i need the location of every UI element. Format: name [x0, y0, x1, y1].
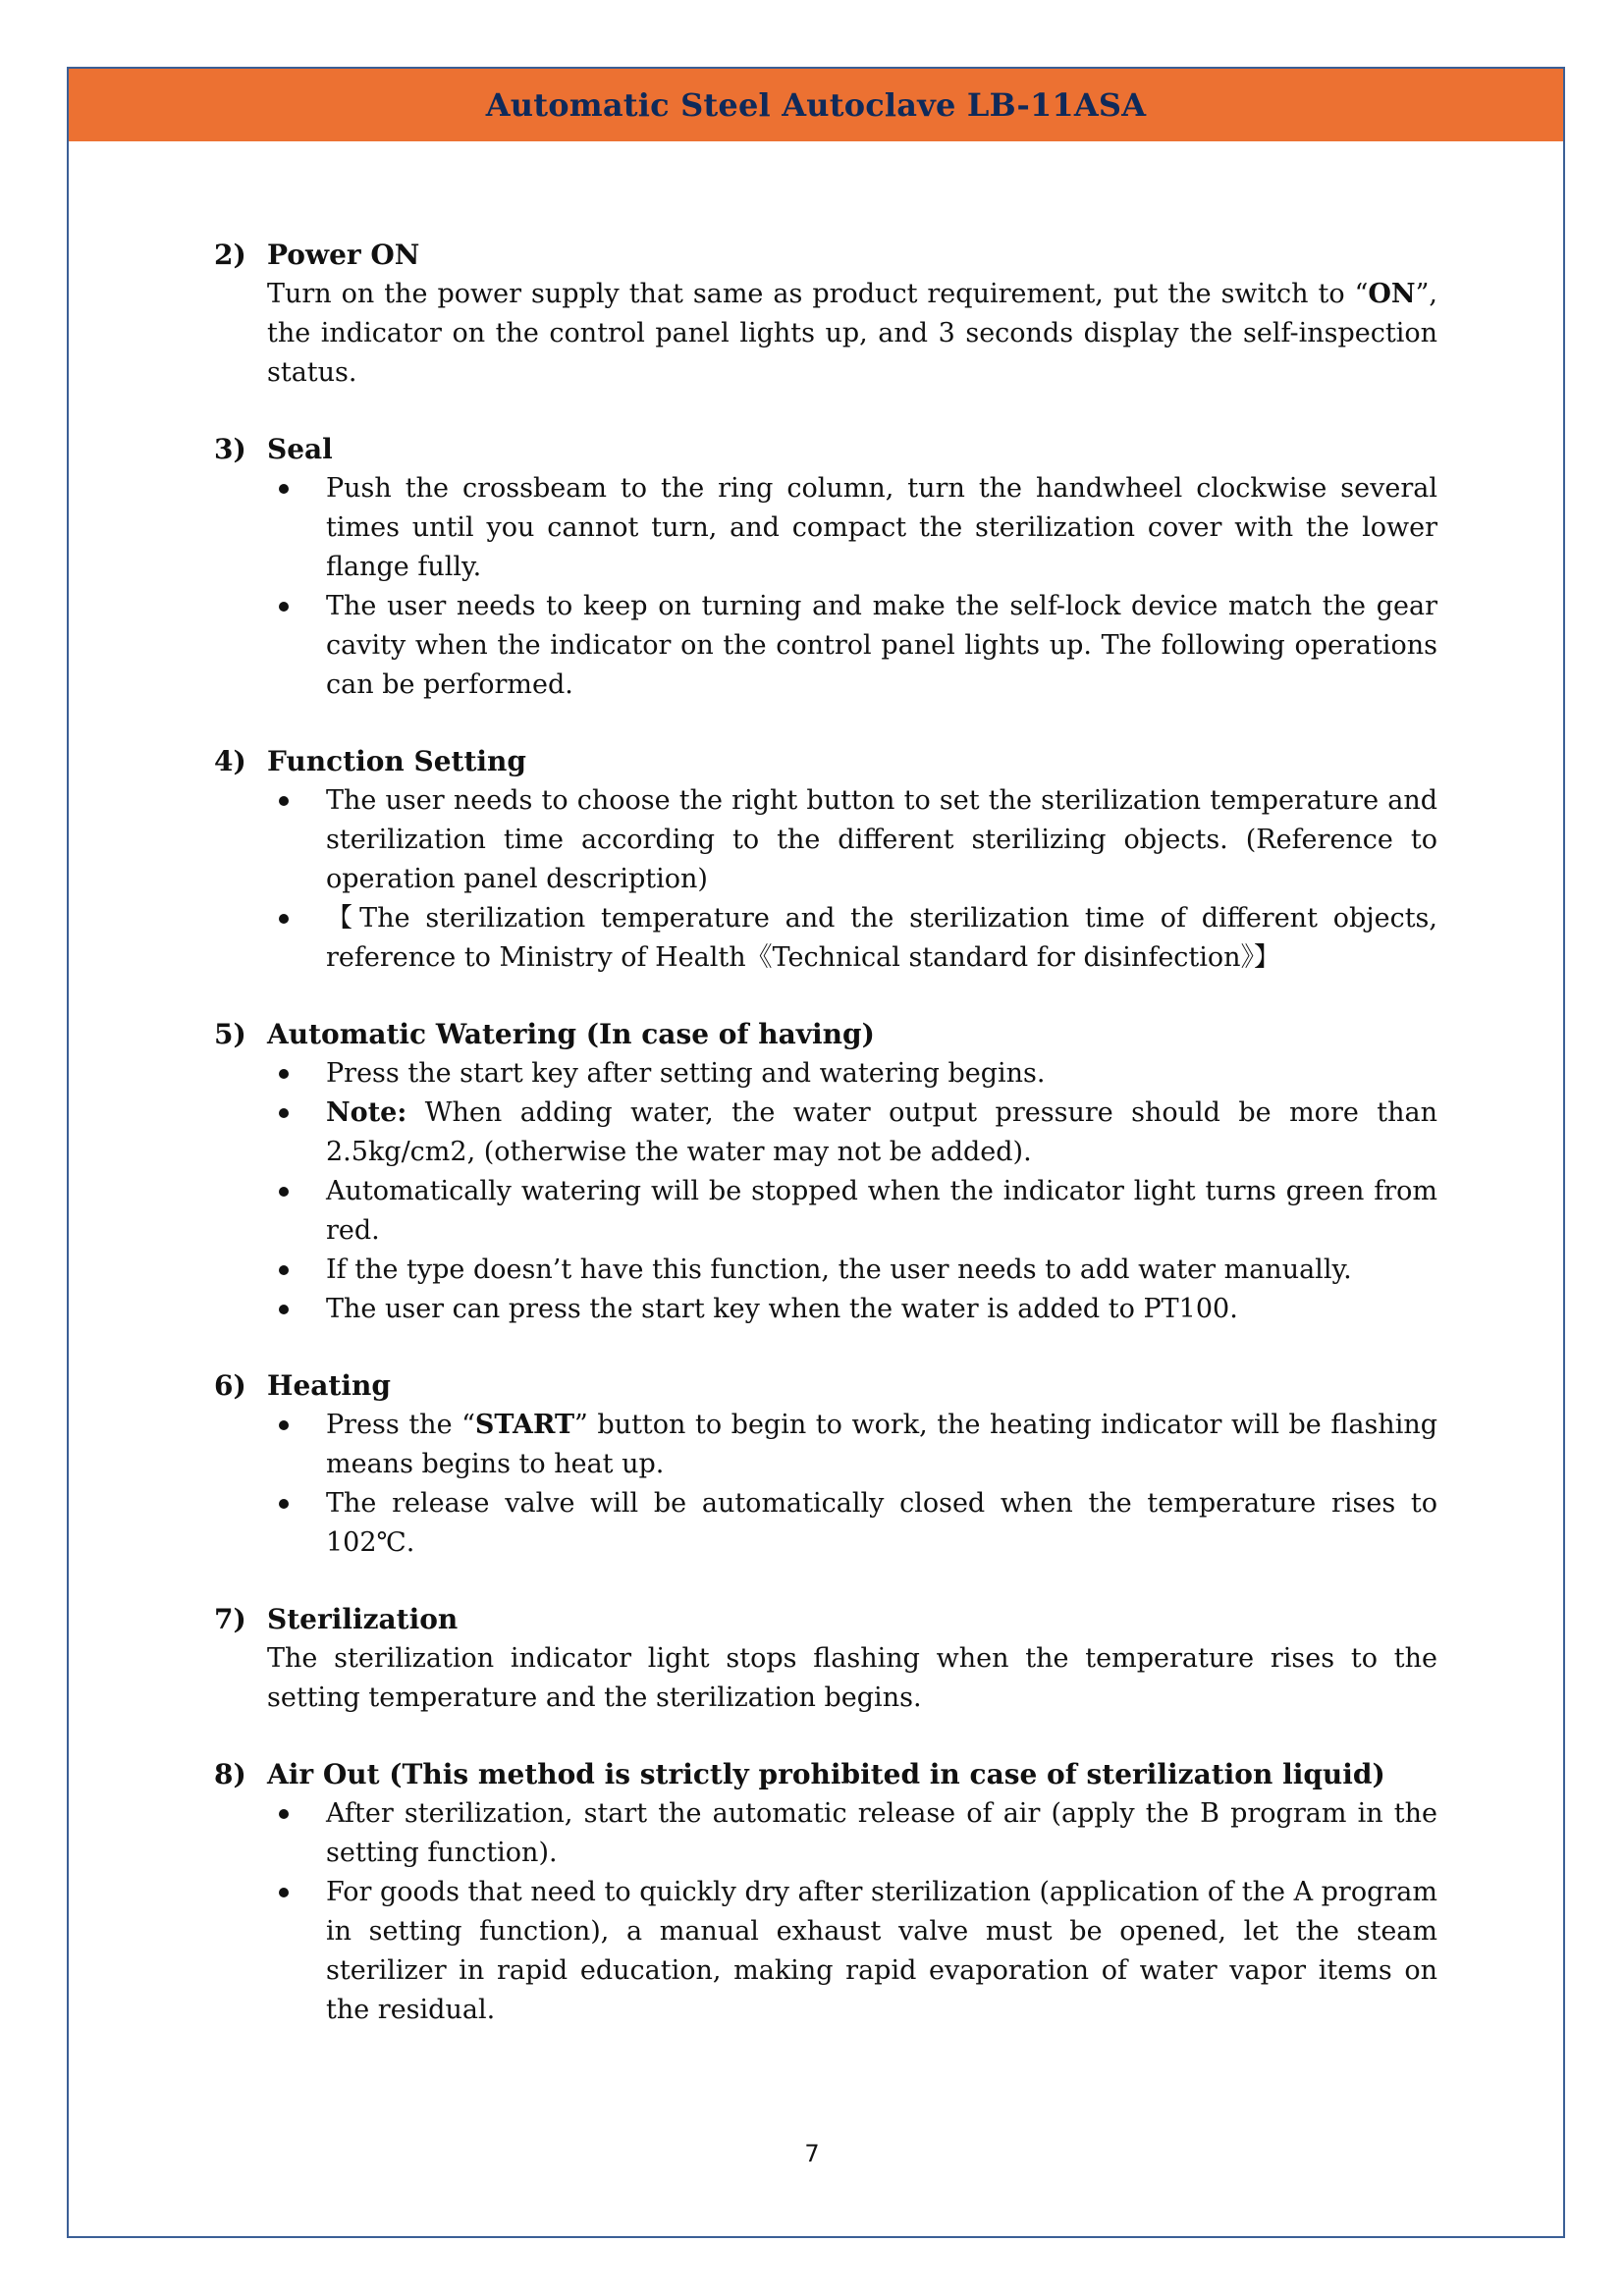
list-item-text: Automatically watering will be stopped when the indicator light turns green from red.: [326, 1176, 1437, 1246]
para-text: ”, the indicator on the control panel lights up, and 3 seconds display the self-inspection status.: [267, 279, 1437, 388]
list-item-text-part: Press the “: [326, 1410, 475, 1440]
bullet-icon: [267, 587, 326, 705]
list-item: [267, 1251, 1437, 1290]
bullet-icon: [267, 1290, 326, 1329]
section-heading: [214, 1600, 1437, 1639]
section-function-setting: [214, 742, 1437, 978]
section-title: Seal: [267, 433, 333, 465]
section-number: 7): [214, 1603, 246, 1635]
list-item-text: If the type doesn’t have this function, the user needs to add water manually.: [326, 1255, 1352, 1285]
list-item-text: 【The sterilization temperature and the sterilization time of different objects, reference to Ministry of Health《Technical standard for disinfection》】: [326, 903, 1437, 973]
section-title: Sterilization: [267, 1603, 459, 1635]
section-heading: [214, 430, 1437, 469]
list-item-text: For goods that need to quickly dry after sterilization (application of the A program in setting function), a manual exhaust valve must be opened, let the steam sterilizer in rapid education, making rapid evaporation of water vapor items on the residual.: [326, 1877, 1437, 2025]
para-bold-text: ON: [1368, 279, 1416, 309]
bullet-icon: [267, 1406, 326, 1484]
section-number: 6): [214, 1369, 246, 1402]
start-label: START: [474, 1410, 575, 1440]
list-item-text: After sterilization, start the automatic release of air (apply the B program in the setting function).: [326, 1798, 1437, 1868]
list-item: [267, 781, 1437, 899]
note-text: When adding water, the water output pressure should be more than 2.5kg/cm2, (otherwise the water may not be added).: [326, 1097, 1437, 1167]
list-item-text: Push the crossbeam to the ring column, turn the handwheel clockwise several times until you cannot turn, and compact the sterilization cover with the lower flange fully.: [326, 473, 1437, 582]
bullet-icon: [267, 781, 326, 899]
list-item-text-part: ” button to begin to work, the heating indicator will be flashing means begins to heat up.: [326, 1410, 1438, 1479]
section-paragraph: The sterilization indicator light stops flashing when the temperature rises to the setting temperature and the sterilization begins.: [267, 1643, 1437, 1713]
list-item: [267, 1484, 1437, 1563]
section-title: Function Setting: [267, 745, 526, 777]
bullet-list: [214, 469, 1437, 705]
section-title: Automatic Watering (In case of having): [267, 1018, 875, 1050]
bullet-list: [214, 1794, 1437, 2030]
bullet-list: [214, 781, 1437, 978]
list-item-text: The user can press the start key when the water is added to PT100.: [326, 1294, 1238, 1324]
list-item: [267, 1406, 1437, 1484]
list-item: [267, 899, 1437, 978]
section-number: 3): [214, 433, 246, 465]
list-item: [267, 1094, 1437, 1172]
bullet-icon: [267, 1172, 326, 1251]
para-text: Turn on the power supply that same as product requirement, put the switch to “: [267, 279, 1369, 309]
document-body: [214, 236, 1437, 2067]
list-item-text: [326, 1406, 1437, 1484]
list-item: [267, 1054, 1437, 1094]
header-bar: [69, 69, 1563, 141]
section-paragraph: [267, 275, 1437, 393]
list-item: [267, 1873, 1437, 2030]
section-automatic-watering: [214, 1015, 1437, 1329]
bullet-icon: [267, 1794, 326, 1873]
document-title: Automatic Steel Autoclave LB-11ASA: [485, 86, 1147, 124]
section-heating: [214, 1366, 1437, 1563]
note-label: Note:: [326, 1097, 407, 1128]
section-heading: [214, 742, 1437, 781]
section-heading: [214, 1755, 1437, 1794]
list-item-text: The user needs to keep on turning and make the self-lock device match the gear cavity when the indicator on the control panel lights up. The following operations can be performed.: [326, 591, 1437, 700]
bullet-icon: [267, 1251, 326, 1290]
bullet-icon: [267, 1484, 326, 1563]
section-title: Air Out (This method is strictly prohibited in case of sterilization liquid): [267, 1758, 1385, 1790]
list-item-text: [326, 1094, 1437, 1172]
section-heading: [214, 1366, 1437, 1406]
section-air-out: [214, 1755, 1437, 2030]
list-item-text: Press the start key after setting and watering begins.: [326, 1058, 1046, 1089]
list-item: [267, 1172, 1437, 1251]
bullet-icon: [267, 1094, 326, 1172]
bullet-icon: [267, 1054, 326, 1094]
page-number: 7: [804, 2140, 820, 2167]
bullet-list: [214, 1406, 1437, 1563]
bullet-icon: [267, 899, 326, 978]
section-number: 4): [214, 745, 246, 777]
list-item: [267, 1290, 1437, 1329]
section-title: Power ON: [267, 239, 420, 271]
section-title: Heating: [267, 1369, 391, 1402]
list-item-text: The user needs to choose the right button to set the sterilization temperature and sterilization time according to the different sterilizing objects. (Reference to operation panel description): [326, 785, 1437, 894]
list-item: [267, 1794, 1437, 1873]
bullet-list: [214, 1054, 1437, 1329]
list-item-text: The release valve will be automatically closed when the temperature rises to 102℃.: [326, 1488, 1437, 1558]
section-number: 8): [214, 1758, 246, 1790]
section-power-on: [214, 236, 1437, 393]
list-item: [267, 587, 1437, 705]
section-number: 5): [214, 1018, 246, 1050]
section-heading: [214, 236, 1437, 275]
bullet-icon: [267, 469, 326, 587]
bullet-icon: [267, 1873, 326, 2030]
section-number: 2): [214, 239, 246, 271]
section-sterilization: [214, 1600, 1437, 1718]
section-seal: [214, 430, 1437, 705]
list-item: [267, 469, 1437, 587]
section-heading: [214, 1015, 1437, 1054]
